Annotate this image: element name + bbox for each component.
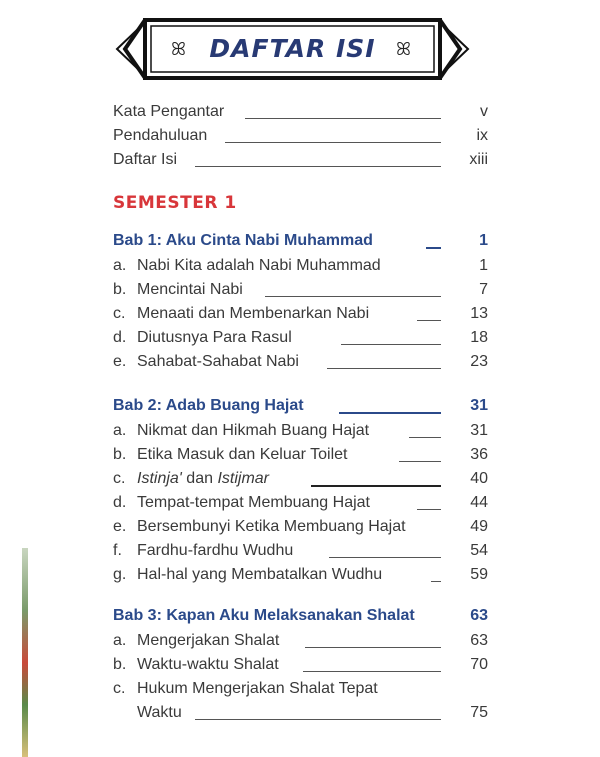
ornament-left-icon: ꕤ	[171, 39, 186, 60]
toc-row[interactable]	[113, 148, 488, 172]
item-letter: c.	[113, 470, 126, 487]
entry-label: Mengerjakan Shalat	[137, 632, 280, 649]
item-letter: f.	[113, 542, 122, 559]
leader-line	[339, 412, 441, 414]
toc-row[interactable]	[113, 278, 488, 302]
page-edge-strip	[22, 548, 28, 757]
entry-page: 7	[479, 281, 488, 298]
entry-page: xiii	[469, 151, 488, 168]
entry-page: v	[480, 103, 488, 120]
entry-label: Nabi Kita adalah Nabi Muhammad	[137, 257, 381, 274]
entry-page: 59	[470, 566, 488, 583]
toc-row[interactable]	[113, 467, 488, 491]
leader-line	[225, 142, 441, 143]
item-letter: b.	[113, 281, 127, 298]
toc-row[interactable]	[113, 302, 488, 326]
entry-label: Hukum Mengerjakan Shalat Tepat	[137, 680, 378, 697]
toc-row[interactable]	[113, 653, 488, 677]
entry-label: Nikmat dan Hikmah Buang Hajat	[137, 422, 370, 439]
item-letter: a.	[113, 632, 127, 649]
entry-label: Sahabat-Sahabat Nabi	[137, 353, 299, 370]
semester-heading: SEMESTER 1	[113, 193, 237, 213]
entry-page: 49	[470, 518, 488, 535]
entry-page: 63	[470, 632, 488, 649]
entry-page: 31	[470, 422, 488, 439]
entry-label: Diutusnya Para Rasul	[137, 329, 292, 346]
entry-label: Fardhu-fardhu Wudhu	[137, 542, 294, 559]
toc-row[interactable]	[113, 350, 488, 374]
item-letter: c.	[113, 305, 126, 322]
leader-line	[409, 437, 441, 438]
entry-label-connector: dan	[181, 470, 218, 487]
entry-page: 18	[470, 329, 488, 346]
toc-row[interactable]	[113, 629, 488, 653]
leader-line	[431, 581, 441, 582]
chapter-row[interactable]	[113, 604, 488, 628]
entry-label: Mencintai Nabi	[137, 281, 243, 298]
item-letter: g.	[113, 566, 127, 583]
leader-line	[265, 296, 441, 297]
toc-row[interactable]	[113, 443, 488, 467]
entry-page: 23	[470, 353, 488, 370]
entry-page: 1	[479, 257, 488, 274]
entry-label: Menaati dan Membenarkan Nabi	[137, 305, 370, 322]
toc-row[interactable]	[113, 539, 488, 563]
ornament-right-icon: ꕤ	[396, 39, 411, 60]
entry-page: ix	[476, 127, 488, 144]
leader-line	[329, 557, 441, 558]
item-letter: b.	[113, 446, 127, 463]
entry-label-continued: Waktu	[137, 704, 182, 721]
chapter-label: Bab 3: Kapan Aku Melaksanakan Shalat	[113, 607, 415, 624]
toc-row[interactable]	[113, 326, 488, 350]
entry-label-istinja: Istinja'	[137, 470, 182, 487]
leader-line	[303, 671, 441, 672]
chapter-label: Bab 1: Aku Cinta Nabi Muhammad	[113, 232, 373, 249]
leader-line	[341, 344, 441, 345]
toc-row[interactable]	[113, 254, 488, 278]
toc-row[interactable]	[113, 677, 488, 701]
toc-row[interactable]	[113, 419, 488, 443]
entry-label: Waktu-waktu Shalat	[137, 656, 279, 673]
entry-label: Pendahuluan	[113, 127, 208, 144]
leader-line	[195, 719, 441, 720]
entry-label: Kata Pengantar	[113, 103, 225, 120]
item-letter: e.	[113, 353, 127, 370]
entry-label: Hal-hal yang Membatalkan Wudhu	[137, 566, 383, 583]
item-letter: b.	[113, 656, 127, 673]
entry-label: Tempat-tempat Membuang Hajat	[137, 494, 370, 511]
toc-row[interactable]	[113, 124, 488, 148]
item-letter: c.	[113, 680, 126, 697]
item-letter: a.	[113, 422, 127, 439]
title-banner	[115, 14, 470, 84]
leader-line	[426, 247, 441, 249]
leader-line	[399, 461, 441, 462]
leader-line	[311, 485, 441, 487]
leader-line	[327, 368, 441, 369]
item-letter: a.	[113, 257, 127, 274]
leader-line	[417, 509, 441, 510]
leader-line	[245, 118, 441, 119]
entry-label-istijmar: Istijmar	[217, 470, 270, 487]
item-letter: d.	[113, 329, 127, 346]
toc-row[interactable]	[113, 491, 488, 515]
leader-line	[305, 647, 441, 648]
entry-page: 13	[470, 305, 488, 322]
entry-page: 44	[470, 494, 488, 511]
item-letter: e.	[113, 518, 127, 535]
entry-label: Bersembunyi Ketika Membuang Hajat	[137, 518, 406, 535]
entry-page: 40	[470, 470, 488, 487]
chapter-page: 31	[470, 397, 488, 414]
toc-row-continuation[interactable]	[113, 701, 488, 725]
item-letter: d.	[113, 494, 127, 511]
chapter-label: Bab 2: Adab Buang Hajat	[113, 397, 304, 414]
entry-label: Daftar Isi	[113, 151, 178, 168]
entry-page: 75	[470, 704, 488, 721]
entry-label: Etika Masuk dan Keluar Toilet	[137, 446, 348, 463]
chapter-row[interactable]	[113, 229, 488, 253]
leader-line	[195, 166, 441, 167]
chapter-page: 1	[479, 232, 488, 249]
entry-page: 54	[470, 542, 488, 559]
chapter-page: 63	[470, 607, 488, 624]
entry-page: 70	[470, 656, 488, 673]
page-title: DAFTAR ISI	[209, 34, 376, 63]
toc-row[interactable]	[113, 515, 488, 539]
toc-row[interactable]	[113, 563, 488, 587]
entry-page: 36	[470, 446, 488, 463]
chapter-row[interactable]	[113, 394, 488, 418]
leader-line	[417, 320, 441, 321]
toc-row[interactable]	[113, 100, 488, 124]
